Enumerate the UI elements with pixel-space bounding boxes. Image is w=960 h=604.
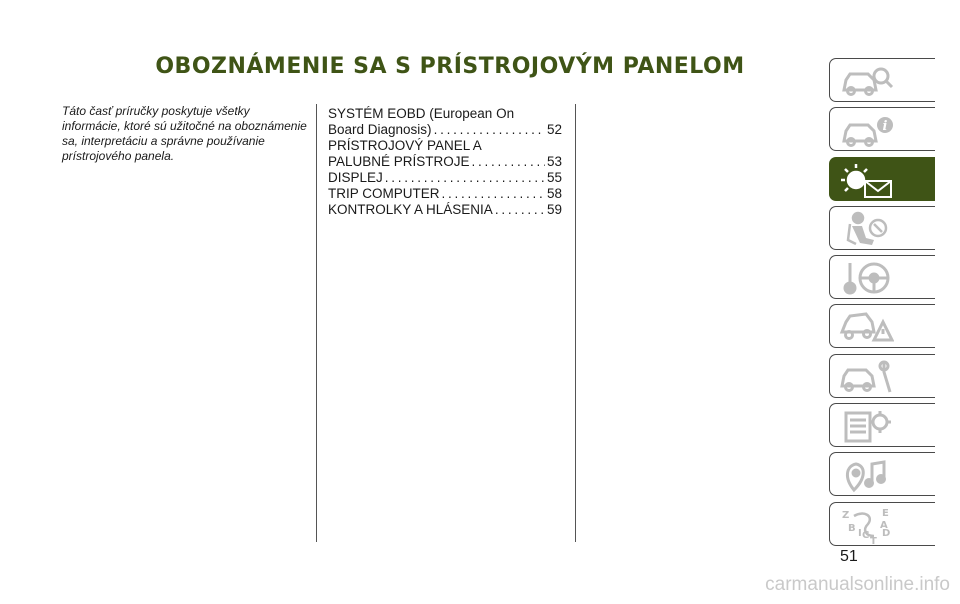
index-letter: B bbox=[848, 522, 856, 534]
media-music-icon bbox=[838, 456, 894, 494]
toc-entry-eobd[interactable] bbox=[328, 106, 562, 138]
alphabet-index-icon bbox=[838, 506, 894, 544]
seat-airbag-icon bbox=[838, 210, 894, 248]
warning-light-message-icon bbox=[838, 161, 894, 199]
chapter-tabs bbox=[829, 58, 935, 551]
data-gear-icon bbox=[838, 407, 894, 445]
toc-entry-line: PALUBNÉ PRÍSTROJE bbox=[328, 154, 470, 169]
toc-leader bbox=[434, 122, 545, 138]
toc-leader bbox=[495, 202, 545, 218]
index-letter: T bbox=[870, 535, 877, 544]
intro-text: Táto časť príručky poskytuje všetky informácie, ktoré sú užitočné na oboznámenie sa, interpretáciu a správne používanie prístrojového panela. bbox=[62, 104, 307, 163]
toc-entry-line: KONTROLKY A HLÁSENIA bbox=[328, 202, 493, 217]
chapter-tab-starting[interactable] bbox=[829, 206, 935, 250]
chapter-tab-knowing-car[interactable] bbox=[829, 58, 935, 102]
car-search-icon bbox=[838, 62, 894, 100]
toc-entry-trip-computer[interactable] bbox=[328, 186, 562, 202]
index-letter: Z bbox=[842, 509, 850, 521]
chapter-tab-driving[interactable] bbox=[829, 255, 935, 299]
chapter-tab-technical-data[interactable] bbox=[829, 403, 935, 447]
toc-entry-display[interactable] bbox=[328, 170, 562, 186]
column-divider-left bbox=[316, 104, 317, 542]
page-number: 51 bbox=[840, 548, 858, 565]
index-letter: C bbox=[862, 529, 870, 541]
car-wrench-icon bbox=[838, 358, 894, 396]
svg-text:i: i bbox=[882, 119, 888, 135]
index-letter: D bbox=[882, 527, 891, 539]
toc-entry-instrument-panel[interactable] bbox=[328, 138, 562, 170]
toc-entry-line: Board Diagnosis) bbox=[328, 122, 432, 137]
toc-entry-line: PRÍSTROJOVÝ PANEL A bbox=[328, 138, 482, 153]
steering-key-icon bbox=[838, 259, 894, 297]
toc-page-number: 58 bbox=[546, 186, 562, 201]
toc-page-number: 53 bbox=[546, 154, 562, 169]
chapter-tab-index[interactable] bbox=[829, 502, 935, 546]
chapter-tab-safety[interactable] bbox=[829, 107, 935, 151]
toc-entry-warning-lights[interactable] bbox=[328, 202, 562, 218]
toc-leader bbox=[385, 170, 545, 186]
index-letter: A bbox=[880, 519, 888, 531]
watermark: carmanualsonline.info bbox=[765, 574, 950, 595]
chapter-tab-emergency[interactable] bbox=[829, 304, 935, 348]
column-divider-right bbox=[575, 104, 576, 542]
index-letter: E bbox=[882, 507, 889, 519]
toc-entry-line: SYSTÉM EOBD (European On bbox=[328, 106, 515, 121]
chapter-tab-maintenance[interactable] bbox=[829, 354, 935, 398]
page-title: OBOZNÁMENIE SA S PRÍSTROJOVÝM PANELOM bbox=[155, 54, 745, 79]
toc-page-number: 55 bbox=[546, 170, 562, 185]
toc-entry-line: TRIP COMPUTER bbox=[328, 186, 440, 201]
toc-entry-line: DISPLEJ bbox=[328, 170, 383, 185]
toc-page-number: 59 bbox=[546, 202, 562, 217]
chapter-tab-instrument-panel[interactable] bbox=[829, 157, 935, 201]
toc-leader bbox=[472, 154, 545, 170]
toc-page-number: 52 bbox=[546, 122, 562, 137]
car-warning-triangle-icon bbox=[838, 308, 894, 346]
chapter-tab-multimedia[interactable] bbox=[829, 452, 935, 496]
index-letter: I bbox=[858, 527, 862, 539]
table-of-contents bbox=[328, 106, 562, 218]
car-info-icon bbox=[838, 111, 894, 149]
toc-leader bbox=[442, 186, 545, 202]
